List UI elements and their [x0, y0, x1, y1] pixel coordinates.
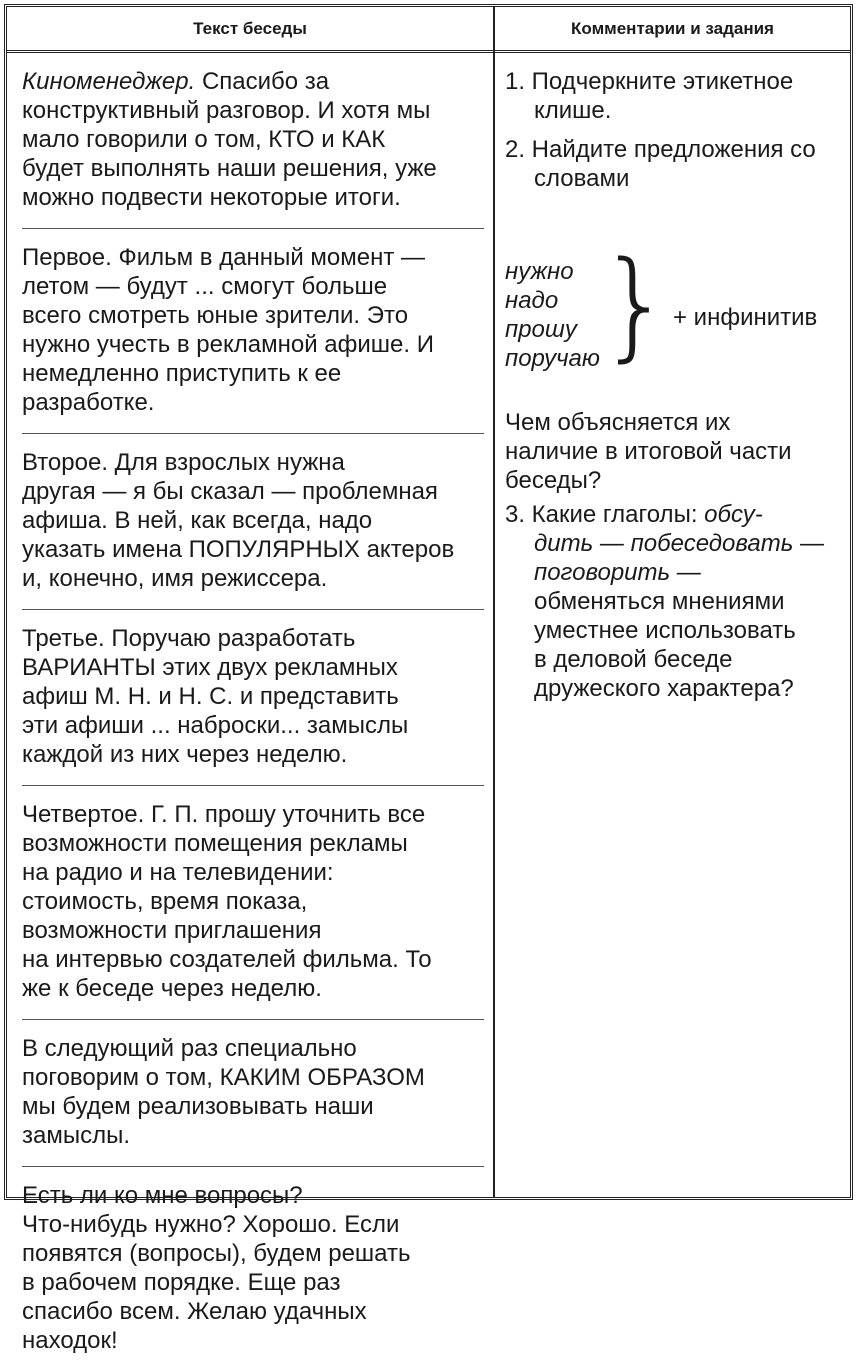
task-2	[505, 135, 850, 193]
dialogue-paragraph-2: Первое. Фильм в данный момент — летом — будут ... смогут больше всего смотреть юные зрители. Это нужно учесть в рекламной афише. И немедленно приступить к ее разработке.	[22, 243, 484, 434]
infinitive-label: + инфинитив	[673, 304, 818, 331]
dialogue-paragraph-7: Есть ли ко мне вопросы? Что-нибудь нужно? Хорошо. Если появятся (вопросы), будем решать в рабочем порядке. Еще раз спасибо всем. Желаю удачных находок!	[22, 1182, 411, 1354]
task-text: дружеского характера?	[534, 675, 794, 702]
paragraph-text: Спасибо за конструктивный разговор. И хотя мы мало говорили о том, КТО и КАК будет выполнять наши решения, уже можно подвести некоторые итоги.	[22, 68, 437, 211]
verb-text: дить — побеседовать —	[534, 530, 825, 557]
dialogue-paragraph-1	[22, 67, 484, 229]
column-header-comments: Комментарии и задания	[571, 19, 774, 38]
task-number: 3.	[505, 501, 526, 528]
task-text: Найдите предложения со	[525, 136, 816, 163]
task-number: 2.	[505, 136, 526, 163]
column-header-dialogue: Текст беседы	[193, 19, 307, 38]
document-table	[4, 4, 853, 1354]
task-text-continued: клише.	[534, 97, 612, 124]
comments-column	[505, 67, 850, 702]
dialogue-paragraph-3: Второе. Для взрослых нужна другая — я бы сказал — проблемная афиша. В ней, как всегда, надо указать имена ПОПУЛЯРНЫХ актеров и, конечно, имя режиссера.	[22, 448, 484, 610]
task-1	[505, 67, 850, 125]
keyword: нужно	[505, 258, 574, 285]
table-header	[7, 7, 850, 53]
dialogue-paragraph-5: Четвертое. Г. П. прошу уточнить все возможности помещения рекламы на радио и на телевидении: стоимость, время показа, возможности приглашения на интервью создателей фильма. То же к беседе через неделю.	[22, 800, 484, 1020]
dialogue-paragraph-4: Третье. Поручаю разработать ВАРИАНТЫ этих двух рекламных афиш М. Н. и Н. С. и представить эти афиши ... наброски... замыслы каждой из них через неделю.	[22, 624, 484, 786]
verb-text: поговорить —	[534, 559, 701, 586]
dialogue-paragraph-6: В следующий раз специально поговорим о том, КАКИМ ОБРАЗОМ мы будем реализовывать наши замыслы.	[22, 1034, 484, 1167]
column-divider	[493, 7, 495, 1197]
keyword: надо	[505, 287, 559, 314]
task-text: в деловой беседе	[534, 646, 733, 673]
task-text-continued: словами	[534, 165, 630, 192]
verb-text: обсу-	[704, 501, 763, 528]
task-number: 1.	[505, 68, 526, 95]
speaker-label: Киноменеджер.	[22, 68, 196, 95]
task-text: уместнее использовать	[534, 617, 796, 644]
explanation-question: Чем объясняется их наличие в итоговой части беседы?	[505, 409, 792, 494]
dialogue-column	[22, 67, 484, 1371]
keyword: прошу	[505, 316, 577, 343]
keyword: поручаю	[505, 345, 600, 372]
curly-brace-icon: }	[598, 235, 674, 373]
task-text: обменяться мнениями	[534, 588, 785, 615]
task-text: Подчеркните этикетное	[525, 68, 794, 95]
task-text: Какие глаголы:	[525, 501, 705, 528]
task-3	[505, 500, 845, 703]
keyword-group	[505, 235, 850, 377]
